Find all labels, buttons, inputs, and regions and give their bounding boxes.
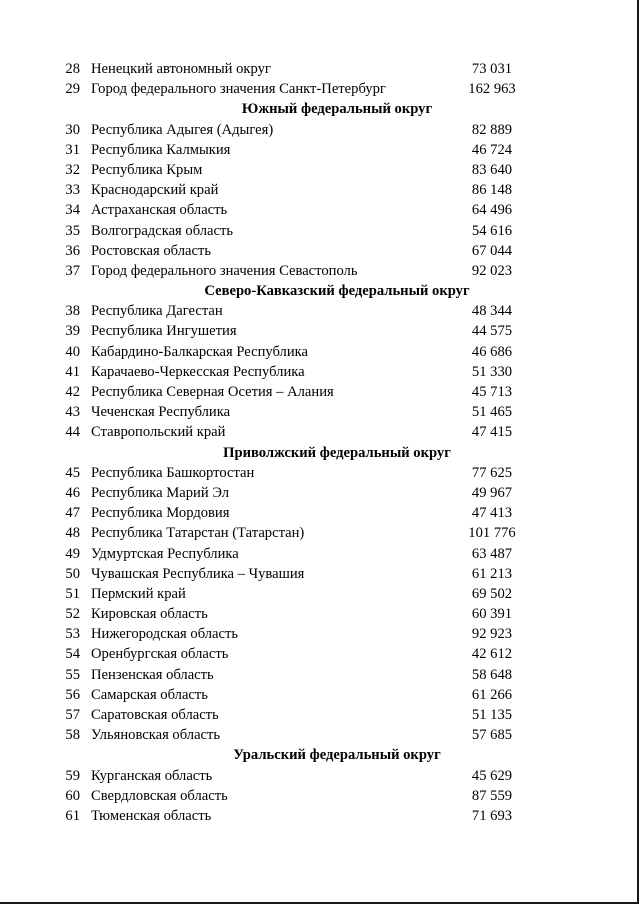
row-number: 52	[65, 606, 80, 623]
region-name: Город федерального значения Севастополь	[91, 262, 358, 279]
table-row	[52, 483, 532, 503]
district-heading: Приволжский федеральный округ	[223, 444, 451, 461]
table-row	[52, 463, 532, 483]
row-number: 45	[65, 464, 80, 481]
row-number: 37	[65, 262, 80, 279]
region-name: Республика Дагестан	[91, 303, 223, 320]
region-name: Тюменская область	[91, 807, 212, 824]
region-name: Республика Марий Эл	[91, 484, 230, 501]
region-name: Ставропольский край	[91, 424, 226, 441]
table-row	[52, 544, 532, 564]
region-value: 71 693	[471, 807, 513, 824]
table-row	[52, 604, 532, 624]
region-value: 42 612	[471, 646, 513, 663]
row-number: 32	[65, 161, 80, 178]
region-name: Кировская область	[91, 606, 208, 623]
table-row	[52, 79, 532, 99]
region-value: 83 640	[471, 161, 513, 178]
region-value: 61 266	[471, 686, 513, 703]
region-value: 58 648	[471, 666, 513, 683]
row-number: 48	[65, 525, 80, 542]
region-name: Республика Адыгея (Адыгея)	[91, 121, 274, 138]
row-number: 49	[65, 545, 80, 562]
region-name: Пензенская область	[91, 666, 214, 683]
row-number: 33	[65, 182, 80, 199]
region-value: 101 776	[468, 525, 516, 542]
region-value: 51 135	[471, 707, 513, 723]
table-row	[52, 321, 532, 341]
row-number: 29	[65, 81, 80, 98]
region-value: 46 686	[471, 343, 513, 360]
row-number: 30	[65, 121, 80, 138]
region-value: 67 044	[471, 242, 513, 259]
district-heading: Южный федеральный округ	[241, 101, 433, 118]
row-number: 59	[65, 767, 80, 784]
table-row	[52, 160, 532, 180]
row-number: 28	[65, 61, 80, 77]
region-value: 162 963	[468, 81, 516, 98]
row-number: 51	[65, 585, 80, 602]
region-name: Краснодарский край	[91, 182, 219, 199]
row-number: 40	[65, 343, 80, 360]
region-table	[52, 59, 532, 826]
table-row	[52, 362, 532, 382]
region-value: 48 344	[471, 303, 513, 320]
row-number: 50	[65, 565, 80, 582]
region-value: 47 415	[471, 424, 513, 441]
region-value: 46 724	[471, 141, 513, 158]
region-value: 92 023	[471, 262, 513, 279]
region-name: Чувашская Республика – Чувашия	[91, 565, 305, 582]
row-number: 53	[65, 626, 80, 643]
region-value: 44 575	[471, 323, 513, 340]
region-name: Республика Ингушетия	[91, 323, 237, 340]
row-number: 55	[65, 666, 80, 683]
region-name: Республика Крым	[91, 161, 203, 178]
region-name: Ростовская область	[91, 242, 211, 259]
row-number: 34	[65, 202, 80, 219]
table-row	[52, 806, 532, 826]
table-row	[52, 221, 532, 241]
region-value: 57 685	[471, 727, 513, 744]
region-value: 54 616	[471, 222, 513, 239]
region-name: Пермский край	[91, 585, 186, 602]
region-name: Курганская область	[91, 767, 213, 784]
region-value: 51 330	[471, 363, 513, 380]
table-row	[52, 665, 532, 685]
table-row	[52, 725, 532, 745]
row-number: 42	[65, 384, 80, 400]
table-row	[52, 120, 532, 140]
region-name: Город федерального значения Санкт-Петербург	[91, 81, 386, 98]
table-row	[52, 644, 532, 664]
region-name: Оренбургская область	[91, 646, 229, 663]
row-number: 54	[65, 646, 80, 663]
region-value: 64 496	[471, 202, 513, 219]
region-name: Волгоградская область	[91, 222, 234, 239]
region-value: 73 031	[471, 61, 513, 77]
district-heading: Северо-Кавказский федеральный округ	[204, 283, 470, 300]
row-number: 56	[65, 686, 80, 703]
region-value: 45 629	[471, 767, 513, 784]
region-value: 82 889	[471, 121, 513, 138]
table-row	[52, 685, 532, 705]
region-name: Ненецкий автономный округ	[91, 61, 271, 77]
table-row	[52, 564, 532, 584]
region-name: Республика Калмыкия	[91, 141, 231, 158]
row-number: 38	[65, 303, 80, 320]
table-row	[52, 402, 532, 422]
table-row	[52, 241, 532, 261]
region-value: 87 559	[471, 787, 513, 804]
table-row	[52, 200, 532, 220]
table-row	[52, 261, 532, 281]
region-name: Самарская область	[91, 686, 208, 703]
region-name: Республика Татарстан (Татарстан)	[91, 525, 305, 542]
district-heading: Уральский федеральный округ	[233, 747, 441, 764]
row-number: 43	[65, 404, 80, 421]
region-name: Саратовская область	[91, 707, 219, 723]
table-row	[52, 523, 532, 543]
region-value: 63 487	[471, 545, 513, 562]
row-number: 47	[65, 505, 80, 522]
table-row	[52, 705, 532, 725]
region-name: Республика Мордовия	[91, 505, 230, 522]
region-value: 47 413	[471, 505, 513, 522]
row-number: 39	[65, 323, 80, 340]
region-name: Нижегородская область	[91, 626, 239, 643]
region-value: 60 391	[471, 606, 513, 623]
region-value: 77 625	[471, 464, 513, 481]
row-number: 46	[65, 484, 80, 501]
row-number: 44	[65, 424, 80, 441]
region-name: Удмуртская Республика	[91, 545, 239, 562]
row-number: 41	[65, 363, 80, 380]
table-row	[52, 382, 532, 402]
table-row	[52, 180, 532, 200]
region-value: 45 713	[471, 384, 513, 400]
region-name: Чеченская Республика	[91, 404, 231, 421]
row-number: 57	[65, 707, 80, 723]
region-name: Ульяновская область	[91, 727, 221, 744]
region-value: 51 465	[471, 404, 513, 421]
region-name: Свердловская область	[91, 787, 228, 804]
region-value: 61 213	[471, 565, 513, 582]
table-row	[52, 59, 532, 79]
row-number: 31	[65, 141, 80, 158]
row-number: 61	[65, 807, 80, 824]
region-name: Астраханская область	[91, 202, 228, 219]
region-value: 49 967	[471, 484, 513, 501]
table-row	[52, 766, 532, 786]
table-row	[52, 503, 532, 523]
row-number: 36	[65, 242, 80, 259]
region-name: Карачаево-Черкесская Республика	[91, 363, 305, 380]
table-row	[52, 301, 532, 321]
table-row	[52, 786, 532, 806]
row-number: 58	[65, 727, 80, 744]
table-row	[52, 422, 532, 442]
region-value: 86 148	[471, 182, 513, 199]
table-row	[52, 584, 532, 604]
region-value: 92 923	[471, 626, 513, 643]
row-number: 60	[65, 787, 80, 804]
region-name: Республика Башкортостан	[91, 464, 255, 481]
region-name: Кабардино-Балкарская Республика	[91, 343, 308, 360]
table-row	[52, 140, 532, 160]
region-value: 69 502	[471, 585, 513, 602]
region-name: Республика Северная Осетия – Алания	[91, 384, 334, 400]
table-row	[52, 624, 532, 644]
table-row	[52, 342, 532, 362]
row-number: 35	[65, 222, 80, 239]
